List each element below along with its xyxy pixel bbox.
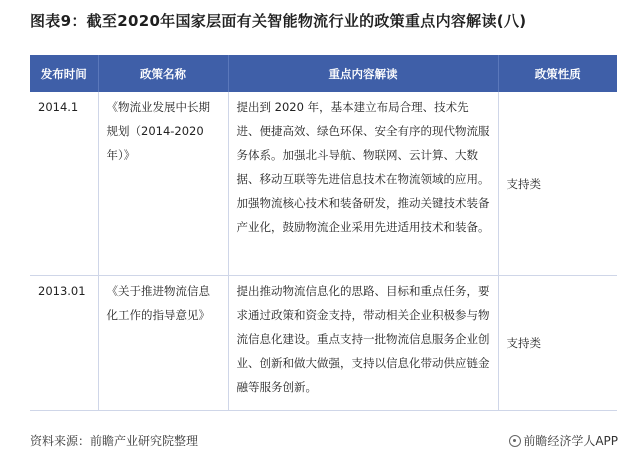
policy-table <box>30 55 617 411</box>
table-row <box>30 276 617 411</box>
table-header-row <box>30 55 617 92</box>
cell-policy-nature: 支持类 <box>498 92 617 276</box>
cell-policy-name: 《物流业发展中长期规划（2014-2020年）》 <box>98 92 228 276</box>
brand-label: 前瞻经济学人APP <box>523 434 618 448</box>
cell-date: 2014.1 <box>30 92 98 276</box>
header-policy-name: 政策名称 <box>98 55 228 92</box>
cell-date: 2013.01 <box>30 276 98 411</box>
cell-policy-nature: 支持类 <box>498 276 617 411</box>
cell-key-content: 提出推动物流信息化的思路、目标和重点任务，要求通过政策和资金支持，带动相关企业积极参与物流信息化建设。重点支持一批物流信息服务企业创业、创新和做大做强，支持以信息化带动供应链金融等服务创新。 <box>228 276 498 411</box>
brand-logo-icon <box>509 435 521 447</box>
source-note: 资料来源：前瞻产业研究院整理 <box>30 434 199 448</box>
header-date: 发布时间 <box>30 55 98 92</box>
table-row <box>30 92 617 276</box>
header-policy-nature: 政策性质 <box>498 55 617 92</box>
header-key-content: 重点内容解读 <box>228 55 498 92</box>
cell-key-content: 提出到 2020 年，基本建立布局合理、技术先进、便捷高效、绿色环保、安全有序的现代物流服务体系。加强北斗导航、物联网、云计算、大数据、移动互联等先进信息技术在物流领域的应用。加强物流核心技术和装备研发，推动关键技术装备产业化，鼓励物流企业采用先进适用技术和装备。 <box>228 92 498 276</box>
brand-credit <box>509 432 618 449</box>
page-title: 图表9：截至2020年国家层面有关智能物流行业的政策重点内容解读(八) <box>30 12 527 30</box>
cell-policy-name: 《关于推进物流信息化工作的指导意见》 <box>98 276 228 411</box>
